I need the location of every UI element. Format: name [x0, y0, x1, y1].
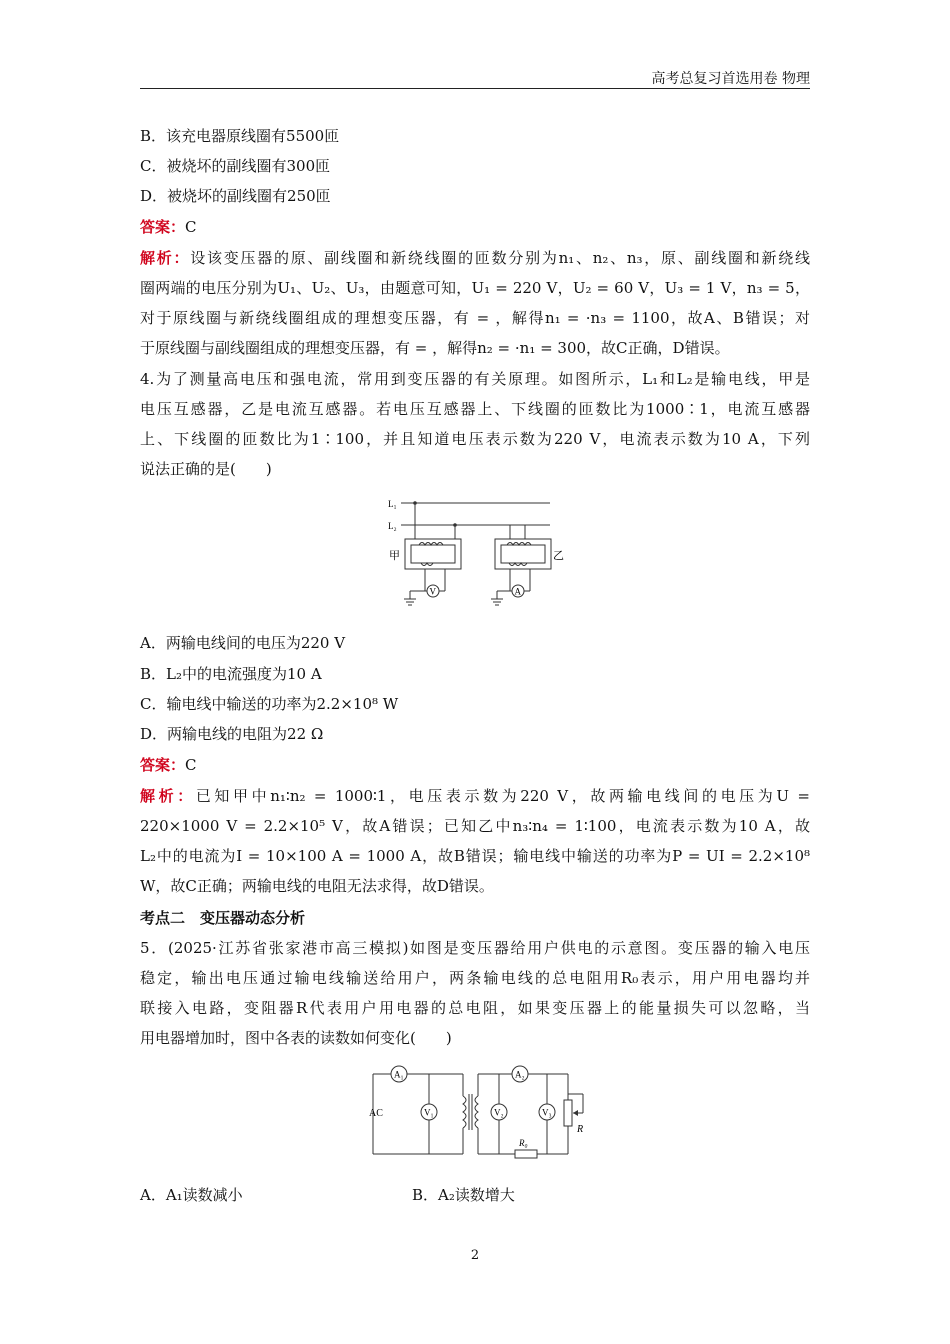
- page-header: [140, 68, 810, 89]
- q4-analysis-line-2: 220×1000 V = 2.2×10⁵ V，故A错误；已知乙中n₃∶n₄ = 1∶100，电流表示数为10 A，故: [140, 817, 810, 835]
- q3-answer: [140, 218, 810, 236]
- q4-option-c: C．输电线中输送的功率为2.2×10⁸ W: [140, 695, 399, 713]
- fig-voltmeter-label: V: [429, 586, 436, 597]
- q3-option-c: C．被烧坏的副线圈有300匝: [140, 157, 331, 175]
- fig-label-l2: L₂: [388, 521, 397, 531]
- analysis-label: 解析：: [140, 787, 196, 805]
- q5-stem-line-4: 用电器增加时，图中各表的读数如何变化( ): [140, 1029, 452, 1047]
- fig-label-l1: L₁: [388, 499, 397, 509]
- q4-analysis-line-4: W，故C正确；两输电线的电阻无法求得，故D错误。: [140, 877, 494, 895]
- fig-label-ac: AC: [369, 1108, 383, 1119]
- q3-option-b: B．该充电器原线圈有5500匝: [140, 127, 340, 145]
- q3-analysis-line-4: 于原线圈与副线圈组成的理想变压器，有 = ，解得n₂ = ·n₁ = 300，故C正确，D错误。: [140, 339, 730, 357]
- fig-label-v1: V₁: [424, 1107, 434, 1118]
- q4-stem-line-1: 4.为了测量高电压和强电流，常用到变压器的有关原理。如图所示，L₁和L₂是输电线，甲是: [140, 370, 810, 388]
- page-number: 2: [470, 1248, 480, 1263]
- q3-analysis-line-3: 对于原线圈与新绕线圈组成的理想变压器，有 = ，解得n₁ = ·n₃ = 1100，故A、B错误；对: [140, 309, 810, 327]
- answer-value: C: [185, 218, 197, 236]
- q5-option-a: A．A₁读数减小: [140, 1186, 243, 1204]
- analysis-text: 设该变压器的原、副线圈和新绕线圈的匝数分别为n₁、n₂、n₃，原、副线圈和新绕线: [190, 249, 810, 267]
- q4-stem-line-4: 说法正确的是( ): [140, 460, 272, 478]
- q5-stem-line-1: 5．(2025·江苏省张家港市高三模拟)如图是变压器给用户供电的示意图。变压器的输入电压: [140, 939, 810, 957]
- q5-options: [140, 1186, 810, 1204]
- fig-label-v2: V₂: [494, 1107, 504, 1118]
- q3-analysis-line-2: 圈两端的电压分别为U₁、U₂、U₃，由题意可知，U₁ = 220 V，U₂ = 60 V，U₃ = 1 V，n₃ = 5，: [140, 279, 810, 297]
- q5-stem-line-3: 联接入电路，变阻器R代表用户用电器的总电阻，如果变压器上的能量损失可以忽略，当: [140, 999, 810, 1017]
- analysis-text: 已知甲中n₁∶n₂ = 1000∶1，电压表示数为220 V，故两输电线间的电压为U =: [195, 787, 810, 805]
- q4-stem-line-3: 上、下线圈的匝数比为1∶100，并且知道电压表示数为220 V，电流表示数为10 A，下列: [140, 430, 810, 448]
- answer-label: 答案：: [140, 218, 186, 236]
- fig-label-a2: A₂: [515, 1069, 525, 1080]
- answer-label: 答案：: [140, 756, 186, 774]
- header-text: 高考总复习首选用卷 物理: [651, 71, 810, 87]
- q4-analysis-line-1: [140, 787, 810, 805]
- transformer-figure: [385, 495, 565, 610]
- q4-option-a: A．两输电线间的电压为220 V: [140, 634, 346, 652]
- fig-label-a1: A₁: [394, 1069, 404, 1080]
- section-title: 考点二 变压器动态分析: [140, 909, 306, 927]
- q4-option-d: D．两输电线的电阻为22 Ω: [140, 725, 324, 743]
- answer-value: C: [185, 756, 197, 774]
- analysis-label: 解析：: [140, 249, 191, 267]
- q4-option-b: B．L₂中的电流强度为10 A: [140, 665, 322, 683]
- q3-analysis-line-1: [140, 249, 810, 267]
- fig-label-yi: 乙: [553, 550, 564, 562]
- q4-analysis-line-3: L₂中的电流为I = 10×100 A = 1000 A，故B错误；输电线中输送的功率为P = UI = 2.2×10⁸: [140, 847, 810, 865]
- fig-label-r0: R₀: [519, 1138, 528, 1148]
- q3-option-d: D．被烧坏的副线圈有250匝: [140, 187, 331, 205]
- fig-label-v3: V₃: [542, 1107, 552, 1118]
- fig-label-jia: 甲: [389, 550, 400, 562]
- fig-ammeter-label: A: [514, 586, 521, 597]
- q5-option-b: B．A₂读数增大: [412, 1186, 515, 1204]
- q4-answer: [140, 756, 810, 774]
- q5-stem-line-2: 稳定，输出电压通过输电线输送给用户，两条输电线的总电阻用R₀表示，用户用电器均并: [140, 969, 810, 987]
- q4-stem-line-2: 电压互感器，乙是电流互感器。若电压互感器上、下线圈的匝数比为1000∶1，电流互感器: [140, 400, 810, 418]
- power-supply-circuit-figure: [365, 1062, 595, 1162]
- fig-label-r: R: [577, 1124, 584, 1135]
